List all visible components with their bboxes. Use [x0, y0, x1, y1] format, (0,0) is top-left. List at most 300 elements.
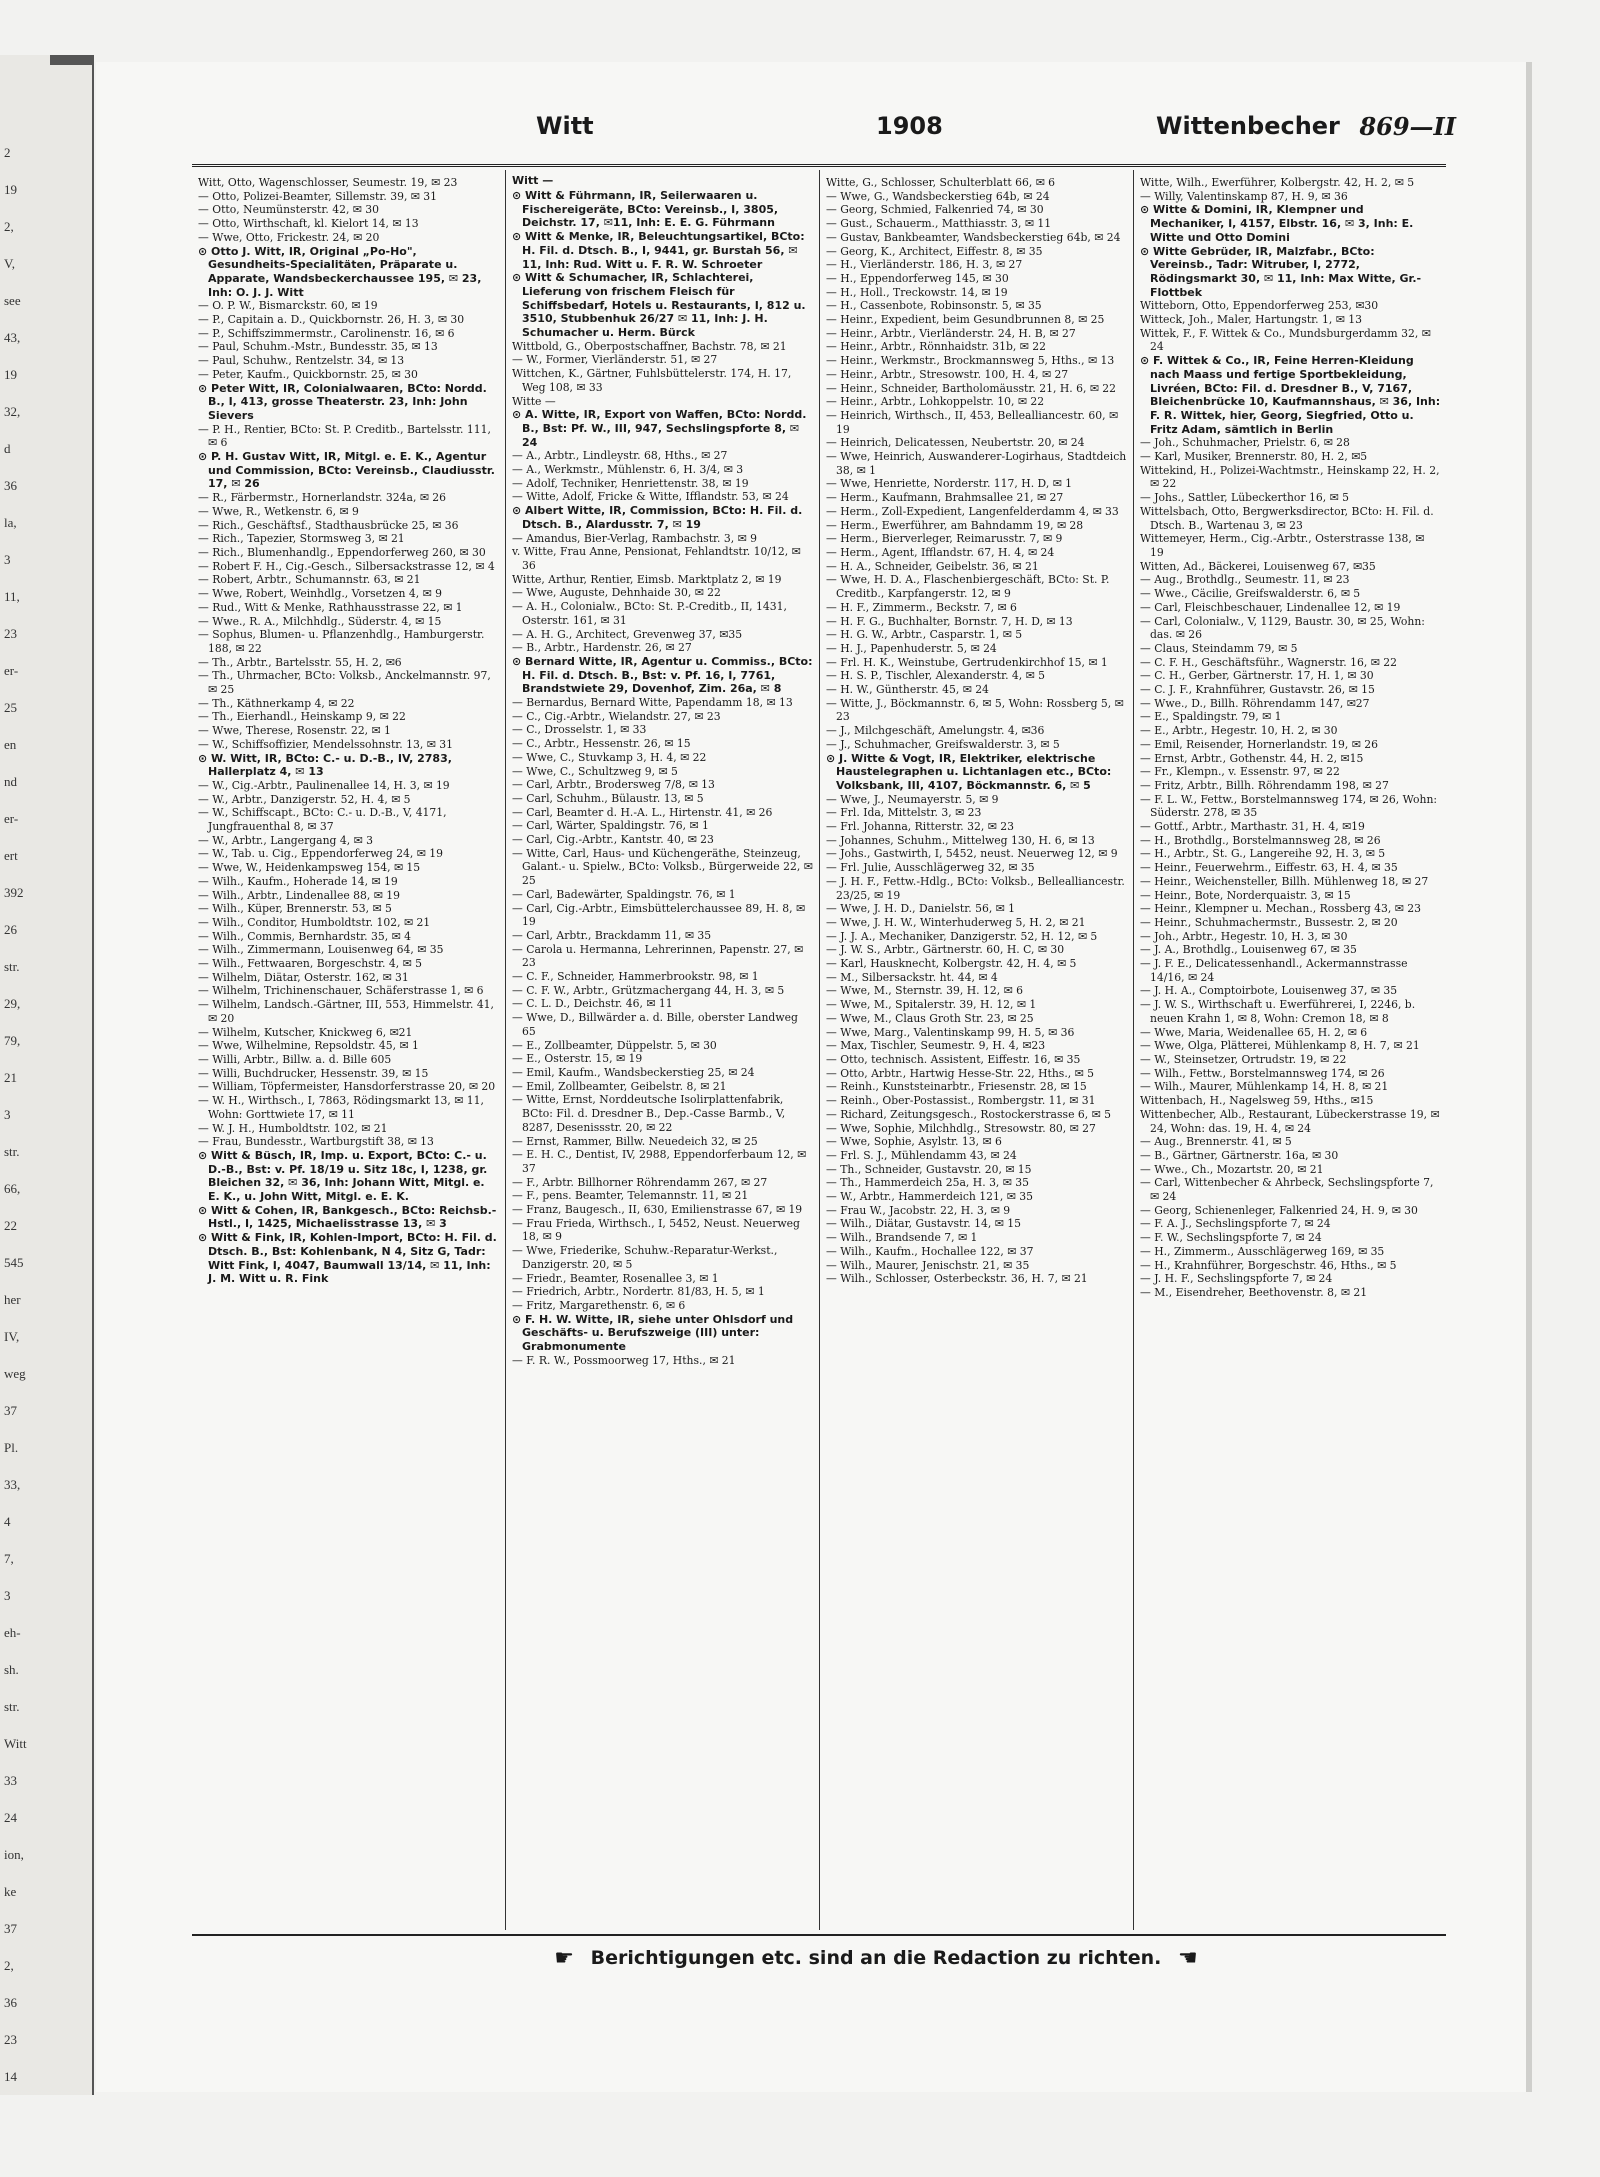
- directory-entry: — W., Arbtr., Langergang 4, ✉ 3: [198, 833, 373, 847]
- directory-entry: Wittenbecher, Alb., Restaurant, Lübeckerstrasse 19, ✉ 24, Wohn: das. 19, H. 4, ✉ 24: [1140, 1107, 1440, 1135]
- directory-entry: — Wilh., Commis, Bernhardstr. 35, ✉ 4: [198, 929, 411, 943]
- directory-entry: — Emil, Reisender, Hornerlandstr. 19, ✉ 26: [1140, 737, 1378, 751]
- edge-fragment: 36: [4, 1995, 17, 2010]
- header-page-number: 869—II: [1359, 112, 1456, 141]
- directory-entry: — F. W., Sechslingspforte 7, ✉ 24: [1140, 1231, 1322, 1245]
- directory-entry: — Otto, Polizei-Beamter, Sillemstr. 39, ✉ 31: [198, 189, 438, 203]
- directory-entry: — Wwe, Friederike, Schuhw.-Reparatur-Werkst., Danzigerstr. 20, ✉ 5: [512, 1244, 778, 1271]
- directory-entry: — Heinr., Weichensteller, Billh. Mühlenweg 18, ✉ 27: [1140, 874, 1429, 888]
- directory-entry: — Friedrich, Arbtr., Nordertr. 81/83, H. 5, ✉ 1: [512, 1285, 765, 1299]
- directory-entry: — A. H. G., Architect, Grevenweg 37, ✉35: [512, 627, 743, 641]
- directory-entry: — Wwe, J., Neumayerstr. 5, ✉ 9: [826, 792, 999, 806]
- footer-rule: [192, 1934, 1446, 1936]
- edge-fragment: weg: [4, 1366, 26, 1381]
- directory-entry: ⊙ Peter Witt, IR, Colonialwaaren, BCto: Nordd. B., I, 413, grosse Theaterstr. 23, Inh: John Sievers: [198, 381, 487, 422]
- directory-entry: — P. H., Rentier, BCto: St. P. Creditb., Bartelsstr. 111, ✉ 6: [198, 422, 491, 450]
- directory-entry: — Wwe, Maria, Weidenallee 65, H. 2, ✉ 6: [1140, 1025, 1368, 1039]
- edge-fragment: 79,: [4, 1033, 21, 1048]
- directory-entry: — Carl, Cig.-Arbtr., Eimsbüttelerchaussee 89, H. 8, ✉ 19: [512, 901, 805, 929]
- directory-entry: — Wilh., Maurer, Jenischstr. 21, ✉ 35: [826, 1258, 1030, 1272]
- directory-entry: — Frau W., Jacobstr. 22, H. 3, ✉ 9: [826, 1203, 1011, 1217]
- directory-entry: — Witte, Carl, Haus- und Küchengeräthe, Steinzeug, Galant.- u. Spielw., BCto: Volksb., Bürgerweide 22, ✉ 25: [512, 846, 813, 888]
- directory-entry: — Th., Käthnerkamp 4, ✉ 22: [198, 696, 355, 710]
- directory-entry: — Johs., Gastwirth, I, 5452, neust. Neuerweg 12, ✉ 9: [826, 847, 1118, 861]
- directory-entry: ⊙ W. Witt, IR, BCto: C.- u. D.-B., IV, 2783, Hallerplatz 4, ✉ 13: [198, 751, 452, 779]
- edge-fragment: eh-: [4, 1625, 21, 1640]
- directory-entry: — M., Silbersackstr. ht. 44, ✉ 4: [826, 970, 998, 984]
- directory-entry: — Rich., Blumenhandlg., Eppendorferweg 260, ✉ 30: [198, 545, 486, 559]
- directory-entry: — Wwe, H. D. A., Flaschenbiergeschäft, BCto: St. P. Creditb., Karpfangerstr. 12, ✉ 9: [826, 573, 1110, 601]
- directory-entry: Wittelsbach, Otto, Bergwerksdirector, BCto: H. Fil. d. Dtsch. B., Wartenau 3, ✉ 23: [1140, 504, 1434, 532]
- directory-entry: — Wilh., Küper, Brennerstr. 53, ✉ 5: [198, 902, 392, 916]
- directory-entry: — Wwe., D., Billh. Röhrendamm 147, ✉27: [1140, 696, 1370, 710]
- directory-entry: — Otto, Wirthschaft, kl. Kielort 14, ✉ 13: [198, 217, 419, 231]
- edge-fragment: ion,: [4, 1847, 24, 1862]
- header-year: 1908: [876, 112, 943, 140]
- directory-entry: — Wilh., Fettw., Borstelmannsweg 174, ✉ 26: [1140, 1066, 1385, 1080]
- directory-entry: — H. G. W., Arbtr., Casparstr. 1, ✉ 5: [826, 628, 1023, 642]
- edge-fragment: 33,: [4, 1477, 21, 1492]
- directory-entry: — Wwe, M., Spitalerstr. 39, H. 12, ✉ 1: [826, 998, 1037, 1012]
- directory-entry: — Carl, Wärter, Spaldingstr. 76, ✉ 1: [512, 819, 709, 833]
- directory-entry: — Carola u. Hermanna, Lehrerinnen, Papenstr. 27, ✉ 23: [512, 942, 804, 970]
- directory-entry: — Wwe, J. H. D., Danielstr. 56, ✉ 1: [826, 902, 1016, 916]
- directory-entry: — Carl, Beamter d. H.-A. L., Hirtenstr. 41, ✉ 26: [512, 805, 773, 819]
- directory-entry: — W., Arbtr., Danzigerstr. 52, H. 4, ✉ 5: [198, 792, 411, 806]
- entry-columns: [192, 170, 1447, 1930]
- directory-entry: Wittchen, K., Gärtner, Fuhlsbüttelerstr. 174, H. 17, Weg 108, ✉ 33: [512, 367, 792, 394]
- directory-entry: — H. W., Güntherstr. 45, ✉ 24: [826, 683, 989, 697]
- edge-fragment: 37: [4, 1921, 17, 1936]
- directory-entry: — F., pens. Beamter, Telemannstr. 11, ✉ 21: [512, 1189, 749, 1203]
- directory-entry: Witten, Ad., Bäckerei, Louisenweg 67, ✉35: [1140, 559, 1376, 573]
- directory-entry: — W., Schiffsoffizier, Mendelssohnstr. 13, ✉ 31: [198, 737, 453, 751]
- directory-entry: ⊙ Bernard Witte, IR, Agentur u. Commiss., BCto: H. Fil. d. Dtsch. B., Bst: v. Pf. 16, I, 7761, Brandstwiete 29, Dovenhof, Zim. 26a, ✉ 8: [512, 654, 813, 696]
- edge-fragment: 22: [4, 1218, 17, 1233]
- directory-entry: — Heinr., Feuerwehrm., Eiffestr. 63, H. 4, ✉ 35: [1140, 861, 1398, 875]
- directory-entry: ⊙ Witt & Schumacher, IR, Schlachterei, Lieferung von frischem Fleisch für Schiffsbedarf, Hotels u. Restaurants, I, 812 u. 3510, Stubbenhuk 26/27 ✉ 11, Inh: J. H. Schumacher u. Herm. Bürck: [512, 271, 806, 340]
- directory-entry: — J. A., Brothdlg., Louisenweg 67, ✉ 35: [1140, 943, 1357, 957]
- directory-entry: Witt, Otto, Wagenschlosser, Seumestr. 19, ✉ 23: [198, 176, 458, 189]
- directory-entry: — Reinh., Ober-Postassist., Rombergstr. 11, ✉ 31: [826, 1094, 1096, 1108]
- directory-entry: — Wwe, C., Stuvkamp 3, H. 4, ✉ 22: [512, 750, 707, 764]
- directory-entry: ⊙ Witt & Cohen, IR, Bankgesch., BCto: Reichsb.-Hstl., I, 1425, Michaelisstrasse 13, ✉ 3: [198, 1203, 497, 1231]
- directory-entry: — Witte, Adolf, Fricke & Witte, Ifflandstr. 53, ✉ 24: [512, 490, 789, 504]
- directory-entry: — Otto, Neumünsterstr. 42, ✉ 30: [198, 203, 380, 217]
- directory-entry: — Wwe, J. H. W., Winterhuderweg 5, H. 2, ✉ 21: [826, 915, 1086, 929]
- directory-entry: — Wilhelm, Diätar, Osterstr. 162, ✉ 31: [198, 970, 409, 984]
- directory-entry: — Herm., Kaufmann, Brahmsallee 21, ✉ 27: [826, 491, 1064, 505]
- directory-entry: — Frl. Johanna, Ritterstr. 32, ✉ 23: [826, 820, 1014, 834]
- edge-fragment: V,: [4, 256, 15, 271]
- directory-entry: — Heinr., Arbtr., Vierländerstr. 24, H. B, ✉ 27: [826, 326, 1076, 340]
- directory-entry: — W., Former, Vierländerstr. 51, ✉ 27: [512, 353, 718, 367]
- directory-entry: — Willy, Valentinskamp 87, H. 9, ✉ 36: [1140, 189, 1348, 203]
- page-footer: [476, 1946, 1276, 1971]
- directory-entry: — Carl, Arbtr., Brodersweg 7/8, ✉ 13: [512, 778, 715, 792]
- directory-entry: ⊙ J. Witte & Vogt, IR, Elektriker, elektrische Haustelegraphen u. Lichtanlagen etc., BCto: Volksbank, III, 4107, Böckmannstr. 6, ✉ 5: [826, 751, 1112, 792]
- directory-entry: — C. L. D., Deichstr. 46, ✉ 11: [512, 997, 673, 1011]
- directory-entry: — H., Vierländerstr. 186, H. 3, ✉ 27: [826, 258, 1023, 272]
- directory-entry: — Carl, Schuhm., Bülaustr. 13, ✉ 5: [512, 791, 704, 805]
- directory-entry: — C., Drosselstr. 1, ✉ 33: [512, 723, 647, 737]
- edge-fragment: 2,: [4, 1958, 14, 1973]
- directory-entry: — Heinr., Arbtr., Lohkoppelstr. 10, ✉ 22: [826, 395, 1045, 409]
- directory-entry: — H. F., Zimmerm., Beckstr. 7, ✉ 6: [826, 600, 1017, 614]
- edge-fragment: 545: [4, 1255, 24, 1270]
- directory-entry: — J. H. A., Comptoirbote, Louisenweg 37, ✉ 35: [1140, 984, 1398, 998]
- directory-entry: — Wwe, M., Sternstr. 39, H. 12, ✉ 6: [826, 984, 1023, 998]
- directory-entry: — Karl, Musiker, Brennerstr. 80, H. 2, ✉5: [1140, 450, 1368, 464]
- directory-entry: — W., Schiffscapt., BCto: C.- u. D.-B., V, 4171, Jungfrauenthal 8, ✉ 37: [198, 806, 447, 834]
- directory-entry: — Th., Schneider, Gustavstr. 20, ✉ 15: [826, 1162, 1032, 1176]
- directory-entry: — Rich., Geschäftsf., Stadthausbrücke 25, ✉ 36: [198, 518, 459, 532]
- directory-entry: — O. P. W., Bismarckstr. 60, ✉ 19: [198, 299, 378, 313]
- directory-entry: — H., Zimmerm., Ausschlägerweg 169, ✉ 35: [1140, 1244, 1385, 1258]
- directory-entry: — C., Arbtr., Hessenstr. 26, ✉ 15: [512, 737, 691, 751]
- directory-entry: — Wilhelm, Landsch.-Gärtner, III, 553, Himmelstr. 41, ✉ 20: [198, 998, 494, 1025]
- directory-entry: — Emil, Zollbeamter, Geibelstr. 8, ✉ 21: [512, 1079, 727, 1093]
- directory-entry: — Herm., Bierverleger, Reimarusstr. 7, ✉ 9: [826, 532, 1063, 546]
- directory-entry: Wittekind, H., Polizei-Wachtmstr., Heinskamp 22, H. 2, ✉ 22: [1140, 463, 1440, 491]
- directory-entry: — Georg, Schmied, Falkenried 74, ✉ 30: [826, 203, 1044, 217]
- edge-fragment: 3: [4, 552, 11, 567]
- directory-entry: — Wwe, Auguste, Dehnhaide 30, ✉ 22: [512, 586, 721, 600]
- directory-entry: — Franz, Baugesch., II, 630, Emilienstrasse 67, ✉ 19: [512, 1203, 803, 1217]
- directory-entry: — Wwe., R. A., Milchhdlg., Süderstr. 4, ✉ 15: [198, 614, 442, 628]
- directory-entry: — J., Milchgeschäft, Amelungstr. 4, ✉36: [826, 724, 1045, 738]
- page-header: [196, 112, 1456, 152]
- directory-entry: — Th., Eierhandl., Heinskamp 9, ✉ 22: [198, 710, 406, 724]
- edge-fragment: d: [4, 441, 11, 456]
- directory-entry: — William, Töpfermeister, Hansdorferstrasse 20, ✉ 20: [198, 1080, 496, 1094]
- directory-entry: — Robert, Arbtr., Schumannstr. 63, ✉ 21: [198, 573, 421, 587]
- edge-fragment: 3: [4, 1588, 11, 1603]
- directory-entry: — Robert F. H., Cig.-Gesch., Silbersackstrasse 12, ✉ 4: [198, 559, 495, 573]
- directory-entry: — Witte, J., Böckmannstr. 6, ✉ 5, Wohn: Rossberg 5, ✉ 23: [826, 696, 1124, 724]
- directory-entry: — Fritz, Arbtr., Billh. Röhrendamm 198, ✉ 27: [1140, 778, 1389, 792]
- directory-entry: — Heinr., Expedient, beim Gesundbrunnen 8, ✉ 25: [826, 313, 1105, 327]
- column-3-entries: [826, 176, 1127, 1286]
- directory-entry: — Frl. Julie, Ausschlägerweg 32, ✉ 35: [826, 861, 1035, 875]
- directory-entry: — H. S. P., Tischler, Alexanderstr. 4, ✉ 5: [826, 669, 1046, 683]
- directory-entry: — Heinr., Schneider, Bartholomäusstr. 21, H. 6, ✉ 22: [826, 381, 1117, 395]
- directory-entry: — P., Capitain a. D., Quickbornstr. 26, H. 3, ✉ 30: [198, 313, 465, 327]
- directory-entry: — Carl, Cig.-Arbtr., Kantstr. 40, ✉ 23: [512, 833, 714, 847]
- edge-fragment: er-: [4, 663, 19, 678]
- edge-fragment: 32,: [4, 404, 21, 419]
- directory-entry: — W. J. H., Humboldtstr. 102, ✉ 21: [198, 1121, 388, 1135]
- edge-fragment: 19: [4, 367, 17, 382]
- directory-entry: — Wwe, Otto, Frickestr. 24, ✉ 20: [198, 230, 380, 244]
- directory-entry: — Paul, Schuhm.-Mstr., Bundesstr. 35, ✉ 13: [198, 340, 438, 354]
- directory-entry: Witte, G., Schlosser, Schulterblatt 66, ✉ 6: [826, 176, 1056, 189]
- directory-entry: — Th., Arbtr., Bartelsstr. 55, H. 2, ✉6: [198, 655, 402, 669]
- directory-entry: — Wwe, Therese, Rosenstr. 22, ✉ 1: [198, 724, 391, 738]
- directory-entry: — Ernst, Rammer, Billw. Neuedeich 32, ✉ 25: [512, 1134, 758, 1148]
- footer-notice: Berichtigungen etc. sind an die Redaction zu richten.: [590, 1947, 1162, 1969]
- directory-entry: — W., Tab. u. Cig., Eppendorferweg 24, ✉ 19: [198, 847, 444, 861]
- directory-entry: — E. H. C., Dentist, IV, 2988, Eppendorferbaum 12, ✉ 37: [512, 1148, 807, 1175]
- edge-fragment: her: [4, 1292, 21, 1307]
- edge-fragment: 29,: [4, 996, 21, 1011]
- edge-fragment: 2,: [4, 219, 14, 234]
- edge-fragment: 37: [4, 1403, 17, 1418]
- directory-entry: — Wilh., Maurer, Mühlenkamp 14, H. 8, ✉ 21: [1140, 1080, 1389, 1094]
- directory-entry: — Ernst, Arbtr., Gothenstr. 44, H. 2, ✉15: [1140, 751, 1364, 765]
- edge-fragment: str.: [4, 1144, 20, 1159]
- directory-entry: — W. H., Wirthsch., I, 7863, Rödingsmarkt 13, ✉ 11, Wohn: Gorttwiete 17, ✉ 11: [198, 1094, 484, 1121]
- edge-fragment: nd: [4, 774, 17, 789]
- directory-entry: — Adolf, Techniker, Henriettenstr. 38, ✉ 19: [512, 476, 749, 490]
- edge-fragment: 26: [4, 922, 17, 937]
- directory-entry: — Otto, Arbtr., Hartwig Hesse-Str. 22, Hths., ✉ 5: [826, 1066, 1094, 1080]
- directory-entry: v. Witte, Frau Anne, Pensionat, Fehlandtstr. 10/12, ✉ 36: [512, 545, 801, 572]
- directory-entry: — F. R. W., Possmoorweg 17, Hths., ✉ 21: [512, 1353, 736, 1367]
- directory-entry: ⊙ Otto J. Witt, IR, Original „Po-Ho", Gesundheits-Specialitäten, Präparate u. Apparate, Wandsbeckerchaussee 195, ✉ 23, Inh: O. J. J. Witt: [198, 244, 482, 299]
- edge-fragment: IV,: [4, 1329, 20, 1344]
- edge-fragment: 23: [4, 2032, 17, 2047]
- directory-entry: — Carl, Fleischbeschauer, Lindenallee 12, ✉ 19: [1140, 600, 1401, 614]
- directory-entry: — Wilh., Brandsende 7, ✉ 1: [826, 1231, 978, 1245]
- edge-fragment: ke: [4, 1884, 17, 1899]
- directory-entry: — Claus, Steindamm 79, ✉ 5: [1140, 641, 1298, 655]
- directory-entry: — Otto, technisch. Assistent, Eiffestr. 16, ✉ 35: [826, 1053, 1081, 1066]
- directory-entry: — C., Cig.-Arbtr., Wielandstr. 27, ✉ 23: [512, 709, 721, 723]
- column-2-entries: [512, 189, 813, 1367]
- directory-entry: — Th., Uhrmacher, BCto: Volksb., Anckelmannstr. 97, ✉ 25: [198, 669, 491, 697]
- edge-fragment: 7,: [4, 1551, 14, 1566]
- directory-entry: — Herm., Zoll-Expedient, Langenfelderdamm 4, ✉ 33: [826, 504, 1119, 518]
- edge-fragment: 14: [4, 2069, 17, 2084]
- edge-fragment: 21: [4, 1070, 17, 1085]
- directory-entry: — Wwe., Ch., Mozartstr. 20, ✉ 21: [1140, 1162, 1324, 1176]
- directory-entry: — F., Arbtr. Billhorner Röhrendamm 267, ✉ 27: [512, 1175, 768, 1189]
- directory-entry: — C. H., Gerber, Gärtnerstr. 17, H. 1, ✉ 30: [1140, 669, 1374, 683]
- directory-entry: — Wilh., Arbtr., Lindenallee 88, ✉ 19: [198, 888, 400, 902]
- directory-entry: — A. H., Colonialw., BCto: St. P.-Creditb., II, 1431, Osterstr. 161, ✉ 31: [512, 600, 787, 627]
- edge-fragment: en: [4, 737, 17, 752]
- directory-entry: — P., Schiffszimmermstr., Carolinenstr. 16, ✉ 6: [198, 326, 455, 340]
- column-2: [505, 170, 819, 1930]
- directory-entry: ⊙ Witt & Büsch, IR, Imp. u. Export, BCto: C.- u. D.-B., Bst: v. Pf. 18/19 u. Sitz 18c, I, 1238, gr. Bleichen 32, ✉ 36, Inh: Johann Witt, Mitgl. e. E. K., u. John Witt, Mitgl. e. E. K.: [198, 1148, 488, 1204]
- directory-entry: — Wwe, M., Claus Groth Str. 23, ✉ 25: [826, 1011, 1034, 1025]
- directory-entry: — Carl, Arbtr., Brackdamm 11, ✉ 35: [512, 928, 712, 942]
- edge-fragment: 33: [4, 1773, 17, 1788]
- directory-entry: — F. L. W., Fettw., Borstelmannsweg 174, ✉ 26, Wohn: Süderstr. 278, ✉ 35: [1140, 792, 1438, 820]
- pointing-hand-left-icon: ☚: [1177, 1946, 1198, 1971]
- directory-entry: — Max, Tischler, Seumestr. 9, H. 4, ✉23: [826, 1039, 1046, 1053]
- header-right-keyword: Wittenbecher: [1156, 112, 1340, 140]
- directory-entry: — J. H. F., Fettw.-Hdlg., BCto: Volksb., Bellealliancestr. 23/25, ✉ 19: [826, 874, 1125, 902]
- directory-entry: Witte, Wilh., Ewerführer, Kolbergstr. 42, H. 2, ✉ 5: [1140, 176, 1415, 189]
- directory-entry: — Georg, Schienenleger, Falkenried 24, H. 9, ✉ 30: [1140, 1203, 1418, 1217]
- directory-entry: — B., Gärtner, Gärtnerstr. 16a, ✉ 30: [1140, 1148, 1339, 1162]
- directory-entry: ⊙ Albert Witte, IR, Commission, BCto: H. Fil. d. Dtsch. B., Alardusstr. 7, ✉ 19: [512, 504, 803, 531]
- directory-entry: — Heinr., Bote, Norderquaistr. 3, ✉ 15: [1140, 888, 1351, 902]
- directory-entry: — Wwe, R., Wetkenstr. 6, ✉ 9: [198, 504, 359, 518]
- edge-fragment: 24: [4, 1810, 17, 1825]
- directory-entry: — F. A. J., Sechslingspforte 7, ✉ 24: [1140, 1217, 1331, 1231]
- directory-entry: — Wilh., Kaufm., Hochallee 122, ✉ 37: [826, 1244, 1034, 1258]
- directory-entry: — Wwe, G., Wandsbeckerstieg 64b, ✉ 24: [826, 189, 1050, 203]
- directory-entry: — Heinr., Arbtr., Rönnhaidstr. 31b, ✉ 22: [826, 340, 1046, 354]
- directory-entry: — H., Arbtr., St. G., Langereihe 92, H. 3, ✉ 5: [1140, 847, 1386, 861]
- directory-entry: ⊙ Witte Gebrüder, IR, Malzfabr., BCto: Vereinsb., Tadr: Witruber, I, 2772, Rödingsmarkt 30, ✉ 11, Inh: Max Witte, Gr.-Flottbek: [1140, 244, 1422, 299]
- directory-entry: — Wilh., Diätar, Gustavstr. 14, ✉ 15: [826, 1217, 1021, 1231]
- directory-entry: — E., Osterstr. 15, ✉ 19: [512, 1052, 643, 1066]
- directory-entry: — Willi, Arbtr., Billw. a. d. Bille 605: [198, 1053, 392, 1066]
- directory-entry: ⊙ A. Witte, IR, Export von Waffen, BCto: Nordd. B., Bst: Pf. W., III, 947, Sechslingspforte 8, ✉ 24: [512, 408, 807, 449]
- directory-entry: — J. W. S., Wirthschaft u. Ewerführerei, I, 2246, b. neuen Krahn 1, ✉ 8, Wohn: Cremon 18, ✉ 8: [1140, 998, 1416, 1025]
- directory-entry: — Wwe, W., Heidenkampsweg 154, ✉ 15: [198, 861, 421, 875]
- directory-entry: — Georg, K., Architect, Eiffestr. 8, ✉ 35: [826, 244, 1043, 258]
- directory-entry: — Wilh., Fettwaaren, Borgeschstr. 4, ✉ 5: [198, 957, 422, 971]
- directory-entry: — Wilh., Kaufm., Hoherade 14, ✉ 19: [198, 874, 398, 888]
- directory-entry: — W., Arbtr., Hammerdeich 121, ✉ 35: [826, 1190, 1033, 1204]
- header-left-keyword: Witt: [536, 112, 594, 140]
- directory-entry: ⊙ Witt & Fink, IR, Kohlen-Import, BCto: H. Fil. d. Dtsch. B., Bst: Kohlenbank, N 4, Sitz G, Tadr: Witt Fink, I, 4047, Baumwall 13/14, ✉ 11, Inh: J. M. Witt u. R. Fink: [198, 1231, 497, 1286]
- directory-entry: — Carl, Colonialw., V, 1129, Baustr. 30, ✉ 25, Wohn: das. ✉ 26: [1140, 614, 1425, 642]
- column-2-head: Witt —: [512, 174, 554, 187]
- edge-fragment: 19: [4, 182, 17, 197]
- directory-entry: — Fritz, Margarethenstr. 6, ✉ 6: [512, 1298, 686, 1312]
- directory-entry: — Wwe, Wilhelmine, Repsoldstr. 45, ✉ 1: [198, 1039, 419, 1053]
- directory-entry: — H., Cassenbote, Robinsonstr. 5, ✉ 35: [826, 299, 1042, 313]
- directory-entry: — H. A., Schneider, Geibelstr. 36, ✉ 21: [826, 559, 1039, 573]
- directory-entry: Witteborn, Otto, Eppendorferweg 253, ✉30: [1140, 299, 1379, 313]
- directory-entry: — Paul, Schuhw., Rentzelstr. 34, ✉ 13: [198, 354, 405, 368]
- edge-fragment: 66,: [4, 1181, 21, 1196]
- column-1: [192, 170, 505, 1930]
- directory-entry: — C. F., Schneider, Hammerbrookstr. 98, ✉ 1: [512, 970, 759, 984]
- directory-entry: — Wilh., Zimmermann, Louisenweg 64, ✉ 35: [198, 943, 444, 957]
- directory-entry: — Aug., Brothdlg., Seumestr. 11, ✉ 23: [1140, 573, 1350, 587]
- directory-entry: Wittemeyer, Herm., Cig.-Arbtr., Osterstrasse 138, ✉ 19: [1140, 532, 1425, 559]
- directory-entry: — Karl, Hausknecht, Kolbergstr. 42, H. 4, ✉ 5: [826, 957, 1077, 971]
- directory-entry: — Heinrich, Wirthsch., II, 453, Bellealliancestr. 60, ✉ 19: [826, 408, 1119, 436]
- edge-fragment: 11,: [4, 589, 20, 604]
- column-3: [819, 170, 1133, 1930]
- directory-entry: — Frau, Bundesstr., Wartburgstift 38, ✉ 13: [198, 1135, 434, 1149]
- directory-entry: — Wwe, Sophie, Asylstr. 13, ✉ 6: [826, 1135, 1002, 1149]
- edge-fragment: str.: [4, 959, 20, 974]
- edge-fragment: 3: [4, 1107, 11, 1122]
- directory-entry: — H., Brothdlg., Borstelmannsweg 28, ✉ 26: [1140, 833, 1381, 847]
- directory-entry: — H. J., Papenhuderstr. 5, ✉ 24: [826, 641, 997, 655]
- directory-entry: — Wwe, D., Billwärder a. d. Bille, oberster Landweg 65: [512, 1011, 798, 1038]
- directory-entry: — Wwe, Olga, Plätterei, Mühlenkamp 8, H. 7, ✉ 21: [1140, 1039, 1420, 1053]
- directory-entry: — Herm., Ewerführer, am Bahndamm 19, ✉ 28: [826, 518, 1084, 532]
- column-1-entries: [198, 176, 499, 1286]
- page-tab-marker: [50, 55, 94, 65]
- directory-entry: ⊙ Witt & Führmann, IR, Seilerwaaren u. Fischereigeräte, BCto: Vereinsb., I, 3805, Deichstr. 17, ✉11, Inh: E. E. G. Führmann: [512, 189, 779, 230]
- directory-entry: — C. J. F., Krahnführer, Gustavstr. 26, ✉ 15: [1140, 683, 1375, 697]
- directory-entry: — E., Arbtr., Hegestr. 10, H. 2, ✉ 30: [1140, 724, 1338, 738]
- directory-entry: — Frl. H. K., Weinstube, Gertrudenkirchhof 15, ✉ 1: [826, 655, 1108, 669]
- adjacent-page-edge: [0, 55, 94, 2095]
- directory-entry: — Johs., Sattler, Lübeckerthor 16, ✉ 5: [1140, 491, 1349, 505]
- directory-entry: Witte —: [512, 394, 556, 408]
- directory-entry: — Heinrich, Delicatessen, Neubertstr. 20, ✉ 24: [826, 436, 1085, 450]
- directory-entry: — Joh., Arbtr., Hegestr. 10, H. 3, ✉ 30: [1140, 929, 1348, 943]
- directory-entry: — H. F. G., Buchhalter, Bornstr. 7, H. D, ✉ 13: [826, 614, 1073, 628]
- directory-entry: — Heinr., Werkmstr., Brockmannsweg 5, Hths., ✉ 13: [826, 354, 1115, 368]
- directory-entry: Witte, Arthur, Rentier, Eimsb. Marktplatz 2, ✉ 19: [512, 572, 782, 586]
- directory-entry: — A., Werkmstr., Mühlenstr. 6, H. 3/4, ✉ 3: [512, 463, 744, 477]
- directory-entry: — Aug., Brennerstr. 41, ✉ 5: [1140, 1135, 1292, 1149]
- directory-entry: — J. F. E., Delicatessenhandl., Ackermannstrasse 14/16, ✉ 24: [1140, 957, 1408, 984]
- header-rule: [192, 164, 1446, 167]
- edge-fragment: str.: [4, 1699, 20, 1714]
- directory-entry: ⊙ P. H. Gustav Witt, IR, Mitgl. e. E. K., Agentur und Commission, BCto: Vereinsb., Claudiusstr. 17, ✉ 26: [198, 450, 495, 491]
- directory-entry: — Wilhelm, Trichinenschauer, Schäferstrasse 1, ✉ 6: [198, 984, 484, 998]
- edge-fragment: 392: [4, 885, 24, 900]
- pointing-hand-right-icon: ☛: [554, 1946, 575, 1971]
- edge-fragment: er-: [4, 811, 19, 826]
- directory-entry: — Carl, Badewärter, Spaldingstr. 76, ✉ 1: [512, 887, 736, 901]
- edge-fragment: Witt: [4, 1736, 27, 1751]
- directory-entry: — Joh., Schuhmacher, Prielstr. 6, ✉ 28: [1140, 436, 1350, 450]
- directory-entry: — Gust., Schauerm., Matthiasstr. 3, ✉ 11: [826, 217, 1052, 231]
- edge-fragment: see: [4, 293, 21, 308]
- directory-entry: — Wwe, Sophie, Milchhdlg., Stresowstr. 80, ✉ 27: [826, 1121, 1096, 1135]
- directory-entry: — Wwe, Robert, Weinhdlg., Vorsetzen 4, ✉ 9: [198, 587, 442, 601]
- directory-entry: — Willi, Buchdrucker, Hessenstr. 39, ✉ 15: [198, 1066, 429, 1080]
- directory-entry: ⊙ F. H. W. Witte, IR, siehe unter Ohlsdorf und Geschäfts- u. Berufszweige (III) unter: Grabmonumente: [512, 1312, 794, 1354]
- directory-entry: ⊙ Witte & Domini, IR, Klempner und Mechaniker, I, 4157, Elbstr. 16, ✉ 3, Inh: E. Witte und Otto Domini: [1140, 203, 1414, 244]
- directory-entry: ⊙ Witt & Menke, IR, Beleuchtungsartikel, BCto: H. Fil. d. Dtsch. B., I, 9441, gr. Burstah 56, ✉ 11, Inh: Rud. Witt u. F. R. W. Schroeter: [512, 230, 805, 271]
- directory-entry: — J., Schuhmacher, Greifswalderstr. 3, ✉ 5: [826, 737, 1060, 751]
- directory-entry: — Carl, Wittenbecher & Ahrbeck, Sechslingspforte 7, ✉ 24: [1140, 1176, 1434, 1204]
- directory-entry: — Wwe, C., Schultzweg 9, ✉ 5: [512, 764, 678, 778]
- directory-entry: — Wwe, Heinrich, Auswanderer-Logirhaus, Stadtdeich 38, ✉ 1: [826, 450, 1127, 477]
- directory-entry: — Wilh., Conditor, Humboldtstr. 102, ✉ 21: [198, 915, 431, 929]
- directory-entry: — Gottf., Arbtr., Marthastr. 31, H. 4, ✉19: [1140, 820, 1365, 834]
- directory-entry: — B., Arbtr., Hardenstr. 26, ✉ 27: [512, 641, 692, 655]
- directory-entry: — Rich., Tapezier, Stormsweg 3, ✉ 21: [198, 532, 405, 546]
- directory-entry: — Witte, Ernst, Norddeutsche Isolirplattenfabrik, BCto: Fil. d. Dresdner B., Dep.-Casse Barmb., V, 8287, Desenissstr. 20, ✉ 22: [512, 1093, 786, 1134]
- edge-fragment: ert: [4, 848, 18, 863]
- directory-entry: — Reinh., Kunststeinarbtr., Friesenstr. 28, ✉ 15: [826, 1080, 1087, 1094]
- directory-entry: — Heinr., Schuhmachermstr., Bussestr. 2, ✉ 20: [1140, 915, 1398, 929]
- directory-entry: — A., Arbtr., Lindleystr. 68, Hths., ✉ 27: [512, 449, 728, 463]
- directory-entry: — Wwe, Henriette, Norderstr. 117, H. D, ✉ 1: [826, 477, 1073, 491]
- directory-entry: — Wilhelm, Kutscher, Knickweg 6, ✉21: [198, 1025, 413, 1039]
- directory-entry: — Wwe, Marg., Valentinskamp 99, H. 5, ✉ 36: [826, 1025, 1075, 1039]
- directory-entry: — E., Spaldingstr. 79, ✉ 1: [1140, 710, 1282, 724]
- directory-entry: — C. F. H., Geschäftsführ., Wagnerstr. 16, ✉ 22: [1140, 655, 1397, 669]
- directory-entry: — M., Eisendreher, Beethovenstr. 8, ✉ 21: [1140, 1285, 1368, 1299]
- column-4: [1133, 170, 1447, 1930]
- directory-entry: — Wwe., Cäcilie, Greifswalderstr. 6, ✉ 5: [1140, 587, 1361, 601]
- directory-entry: — E., Zollbeamter, Düppelstr. 5, ✉ 30: [512, 1038, 717, 1052]
- directory-entry: — J. W. S., Arbtr., Gärtnerstr. 60, H. C, ✉ 30: [826, 943, 1065, 957]
- directory-entry: — Frl. Ida, Mittelstr. 3, ✉ 23: [826, 806, 982, 820]
- directory-entry: — Friedr., Beamter, Rosenallee 3, ✉ 1: [512, 1271, 719, 1285]
- directory-entry: — Wilh., Schlosser, Osterbeckstr. 36, H. 7, ✉ 21: [826, 1272, 1088, 1286]
- edge-fragment: 4: [4, 1514, 11, 1529]
- directory-entry: — Rud., Witt & Menke, Rathhausstrasse 22, ✉ 1: [198, 600, 463, 614]
- column-4-entries: [1140, 176, 1441, 1300]
- edge-fragment: 25: [4, 700, 17, 715]
- edge-fragment: 43,: [4, 330, 21, 345]
- directory-entry: — C. F. W., Arbtr., Grützmachergang 44, H. 3, ✉ 5: [512, 983, 785, 997]
- directory-page: [96, 62, 1532, 2092]
- directory-entry: — Bernardus, Bernard Witte, Papendamm 18, ✉ 13: [512, 696, 793, 710]
- edge-fragment: Pl.: [4, 1440, 19, 1455]
- directory-entry: — Gustav, Bankbeamter, Wandsbeckerstieg 64b, ✉ 24: [826, 230, 1121, 244]
